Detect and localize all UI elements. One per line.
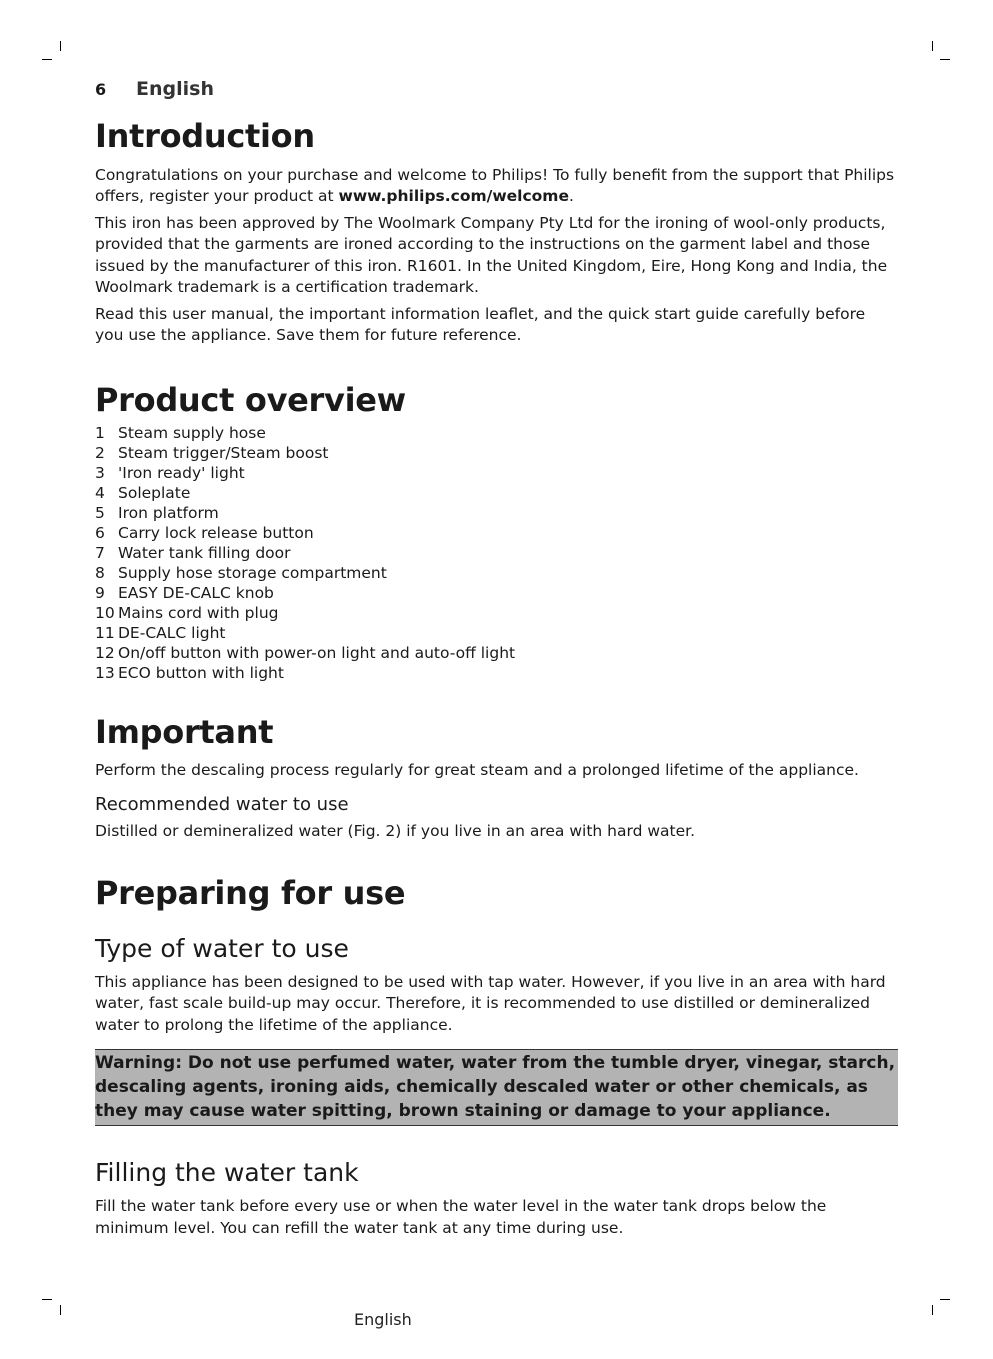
item-number: 4 [95,483,105,502]
type-of-water-title: Type of water to use [95,933,349,963]
introduction-text-end: . [568,187,574,206]
crop-mark [940,1299,950,1300]
item-number: 12 [95,643,115,662]
item-label: Carry lock release button [118,523,314,542]
page-footer: English [354,1310,412,1329]
crop-mark [932,41,933,51]
list-item [95,603,895,623]
crop-mark [60,1305,61,1315]
item-label: On/off button with power-on light and auto-off light [118,643,516,662]
important-section [95,714,895,843]
introduction-paragraph-1 [95,165,895,208]
introduction-paragraph-2: This iron has been approved by The Woolmark Company Pty Ltd for the ironing of wool-only products, provided that the garments are ironed according to the instructions on the garment label and those issued by the manufacturer of this iron. R1601. In the United Kingdom, Eire, Hong Kong and India, the Woolmark trademark is a certification trademark. [95,213,888,297]
item-number: 1 [95,423,105,442]
list-item [95,643,895,663]
item-label: Steam supply hose [118,423,266,442]
important-paragraph: Perform the descaling process regularly for great steam and a prolonged lifetime of the appliance. [95,761,859,780]
list-item [95,523,895,543]
preparing-section [95,875,895,1239]
item-number: 7 [95,543,105,562]
item-number: 9 [95,583,105,602]
item-number: 13 [95,663,115,682]
item-label: 'Iron ready' light [118,463,245,482]
introduction-text: Congratulations on your purchase and welcome to Philips! To fully benefit from the support that Philips offers, register your product at [95,165,895,206]
type-of-water-paragraph: This appliance has been designed to be used with tap water. However, if you live in an area with hard water, fast scale build-up may occur. Therefore, it is recommended to use distilled or demineralized water to prolong the lifetime of the appliance. [95,972,886,1034]
crop-mark [42,1299,52,1300]
list-item [95,563,895,583]
list-item [95,443,895,463]
list-item [95,623,895,643]
item-label: Supply hose storage compartment [118,563,387,582]
item-label: Mains cord with plug [118,603,279,622]
list-item [95,543,895,563]
item-label: DE-CALC light [118,623,226,642]
preparing-title: Preparing for use [95,873,406,912]
item-label: Water tank filling door [118,543,291,562]
filling-tank-title: Filling the water tank [95,1158,359,1188]
item-number: 8 [95,563,105,582]
list-item [95,483,895,503]
item-label: EASY DE-CALC knob [118,583,274,602]
list-item [95,663,895,683]
list-item [95,423,895,443]
recommended-water-title: Recommended water to use [95,793,349,815]
warning-box: Warning: Do not use perfumed water, water from the tumble dryer, vinegar, starch, descaling agents, ironing aids, chemically descaled water or other chemicals, as they may cause water spitting, brown staining or damage to your appliance. [95,1049,898,1126]
list-item [95,463,895,483]
item-number: 6 [95,523,105,542]
recommended-water-paragraph: Distilled or demineralized water (Fig. 2) if you live in an area with hard water. [95,822,696,841]
item-label: Iron platform [118,503,219,522]
item-label: Steam trigger/Steam boost [118,443,329,462]
item-number: 3 [95,463,105,482]
introduction-title: Introduction [95,117,315,155]
philips-url-link[interactable]: www.philips.com/welcome [338,187,569,206]
crop-mark [940,59,950,60]
product-overview-section [95,382,895,683]
page-number: 6 [95,80,107,99]
header-language: English [136,78,214,100]
product-overview-list [95,423,895,683]
item-label: ECO button with light [118,663,284,682]
page-header [95,78,214,100]
item-number: 5 [95,503,105,522]
introduction-paragraph-3: Read this user manual, the important information leaflet, and the quick start guide carefully before you use the appliance. Save them for future reference. [95,304,866,345]
item-number: 2 [95,443,105,462]
product-overview-title: Product overview [95,380,406,419]
crop-mark [42,59,52,60]
filling-tank-paragraph: Fill the water tank before every use or when the water level in the water tank drops below the minimum level. You can refill the water tank at any time during use. [95,1197,827,1237]
page-content [95,118,895,1244]
list-item [95,503,895,523]
important-title: Important [95,712,274,751]
list-item [95,583,895,603]
item-number: 11 [95,623,115,642]
crop-mark [60,41,61,51]
crop-mark [932,1305,933,1315]
introduction-section [95,118,895,347]
item-label: Soleplate [118,483,191,502]
item-number: 10 [95,603,115,622]
